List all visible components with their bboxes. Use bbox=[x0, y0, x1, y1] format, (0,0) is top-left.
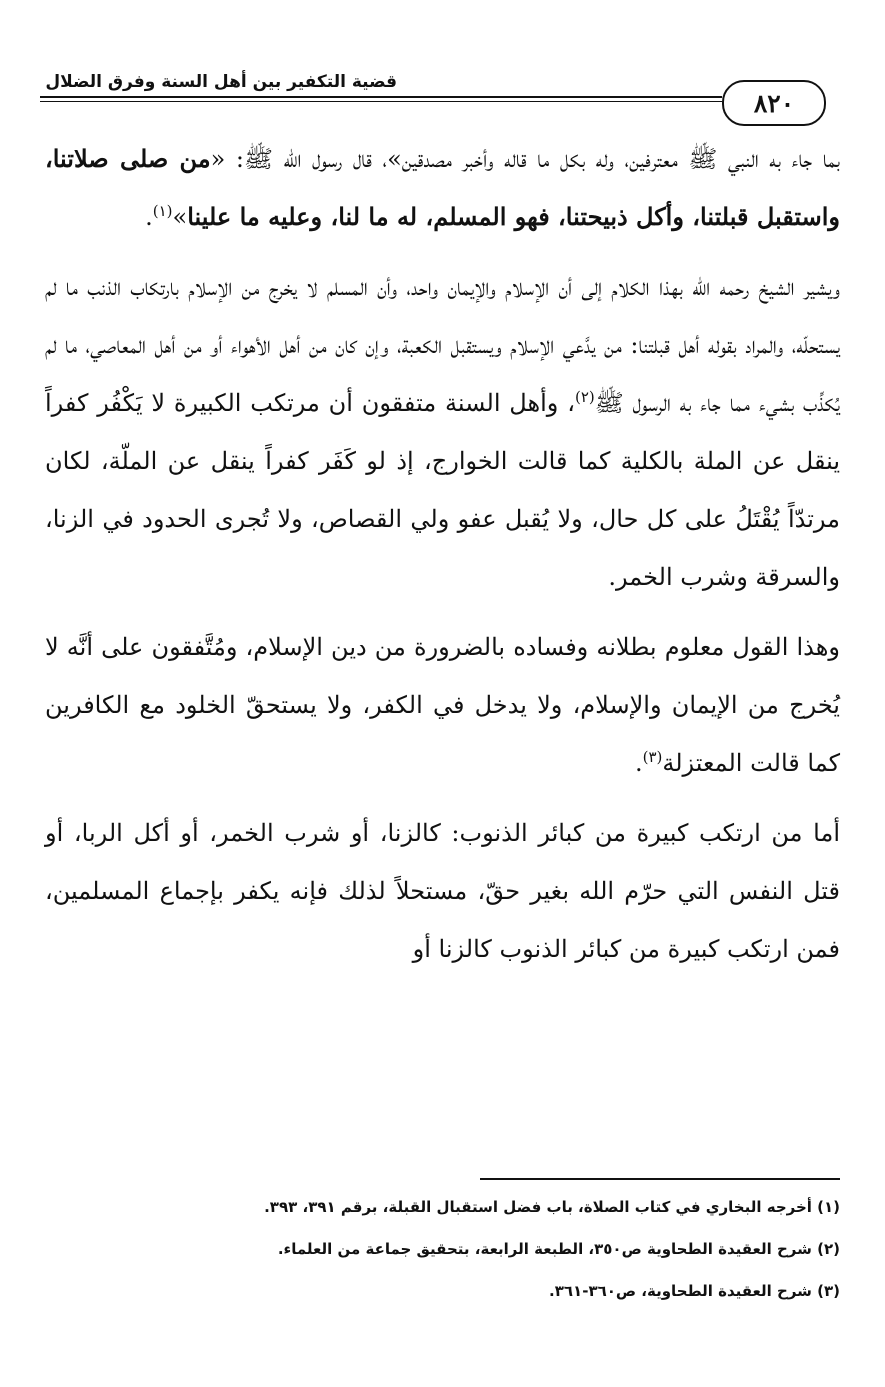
paragraph-2-text-b: ، وأهل السنة متفقون أن مرتكب الكبيرة لا يَكْفُر كفراً ينقل عن الملة بالكلية كما قالت الخوارج، إذ لو كَفَر كفراً ينقل عن الملّة، لكان مرتدّاً يُقْتَلُ على كل حال، ولا يُقبل عفو ولي القصاص، ولا تُجرى الحدود في الزنا، والسرقة وشرب الخمر. bbox=[45, 389, 840, 591]
footnote-3: (٣) شرح العقيدة الطحاوية، ص٣٦٠-٣٦١. bbox=[549, 1282, 840, 1300]
paragraph-3 bbox=[45, 618, 840, 792]
footnote-separator bbox=[480, 1178, 840, 1180]
footnote-ref-1: (١) bbox=[152, 202, 173, 220]
footnote-2: (٢) شرح العقيدة الطحاوية ص٣٥٠، الطبعة الرابعة، بتحقيق جماعة من العلماء. bbox=[277, 1240, 840, 1258]
paragraph-2 bbox=[45, 258, 840, 606]
paragraph-1-end: . bbox=[145, 203, 153, 231]
paragraph-1 bbox=[45, 130, 840, 246]
paragraph-1-text: بما جاء به النبي ﷺ معترفين، وله بكل ما قاله وأخبر مصدقين»، قال رسول الله ﷺ: « bbox=[210, 145, 841, 173]
page-number-badge: ٨٢٠ bbox=[722, 80, 826, 126]
header-rule bbox=[40, 96, 722, 98]
paragraph-4: أما من ارتكب كبيرة من كبائر الذنوب: كالزنا، أو شرب الخمر، أو أكل الربا، أو قتل النفس التي حرّم الله بغير حقّ، مستحلاً لذلك فإنه يكفر بإجماع المسلمين، فمن ارتكب كبيرة من كبائر الذنوب كالزنا أو bbox=[45, 819, 840, 963]
header-rule-thin bbox=[40, 101, 722, 102]
footnote-ref-3: (٣) bbox=[642, 748, 663, 766]
paragraph-3-end: . bbox=[634, 749, 643, 777]
body-text bbox=[45, 130, 840, 978]
quote-close: » bbox=[172, 203, 188, 231]
paragraph-3-text: وهذا القول معلوم بطلانه وفساده بالضرورة من دين الإسلام، ومُتَّفقون على أنَّه لا يُخرج من الإيمان والإسلام، ولا يدخل في الكفر، ولا يستحقّ الخلود مع الكافرين كما قالت المعتزلة bbox=[45, 633, 840, 777]
running-header-title: قضية التكفير بين أهل السنة وفرق الضلال bbox=[45, 72, 397, 92]
hadith-quote: من صلى صلاتنا، واستقبل قبلتنا، وأكل ذبيحتنا، فهو المسلم، له ما لنا، وعليه ما علينا bbox=[45, 144, 840, 231]
footnote-1: (١) أخرجه البخاري في كتاب الصلاة، باب فضل استقبال القبلة، برقم ٣٩١، ٣٩٣. bbox=[264, 1198, 840, 1216]
footnotes bbox=[45, 1186, 840, 1312]
footnote-ref-2: (٢) bbox=[574, 388, 595, 406]
paragraph-2-text-a: ويشير الشيخ رحمه الله بهذا الكلام إلى أن الإسلام والإيمان واحد، وأن المسلم لا يخرج من الإسلام بارتكاب الذنب ما لم يستحلّه، والمراد بقوله أهل قبلتنا: من يدَّعي الإسلام ويستقبل الكعبة، وإن كان من أهل الأهواء أو من أهل المعاصي، ما لم يُكذِّب بشيء مما جاء به الرسول ﷺ bbox=[45, 273, 840, 417]
